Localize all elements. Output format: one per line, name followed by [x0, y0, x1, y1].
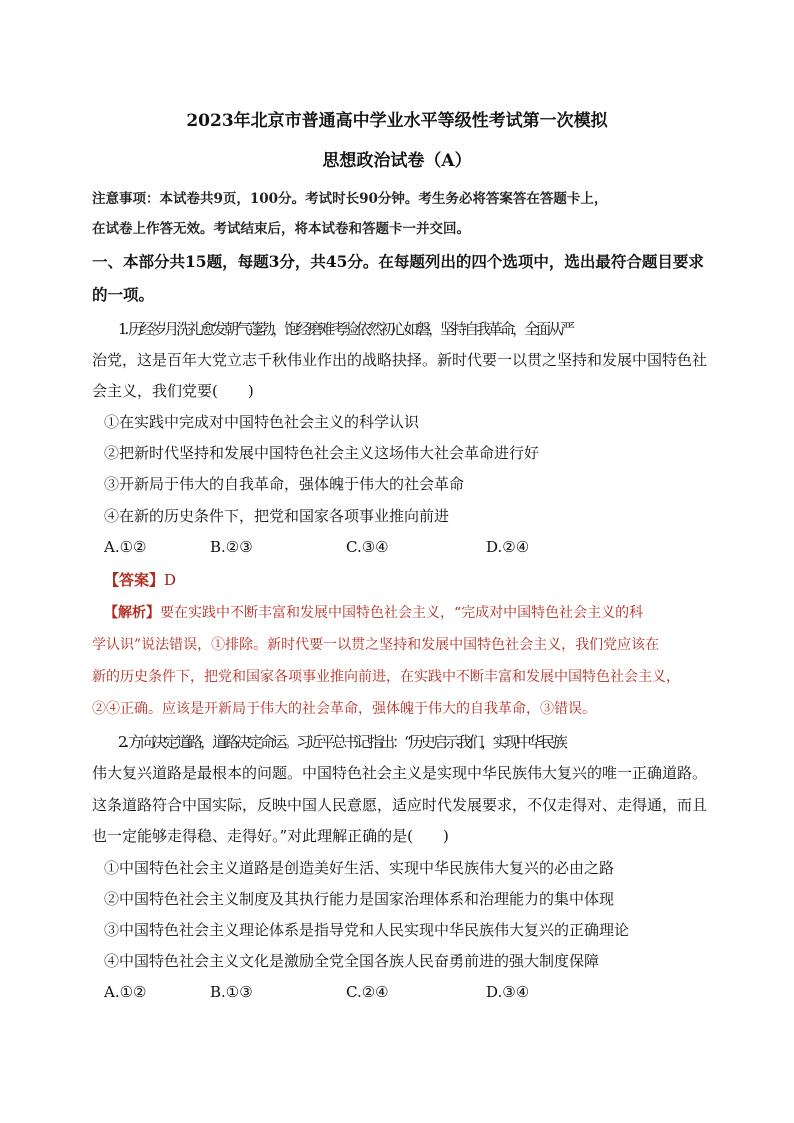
q2-choice-d: D.③④ [486, 983, 530, 1001]
q1-answer [104, 569, 724, 590]
q2-stem-line-3: 这条道路符合中国实际，反映中国人民意愿，适应时代发展要求，不仅走得对、走得通，而且 [92, 796, 708, 814]
exam-title: 2023年北京市普通高中学业水平等级性考试第一次模拟 [186, 111, 608, 131]
section-heading-line-2: 的一项。 [92, 285, 155, 304]
q2-item-2: ②中国特色社会主义制度及其执行能力是国家治理体系和治理能力的集中体现 [104, 890, 615, 908]
notice-line-1: 注意事项：本试卷共9页，100分。考试时长90分钟。考生务必将答案答在答题卡上， [92, 191, 608, 207]
q1-stem-line-1: 1. 历经岁月洗礼愈发朝气蓬勃，饱经磨难考验依然初心如磐，坚持自我革命，全面从严 [118, 320, 573, 338]
q1-stem-line-3: 会主义，我们党要( ) [92, 382, 254, 400]
analysis-text: 要在实践中不断丰富和发展中国特色社会主义，“完成对中国特色社会主义的科 [160, 605, 644, 621]
q2-choice-b: B.①③ [210, 983, 253, 1001]
q2-choice-c: C.②④ [346, 983, 389, 1001]
notice-line-2: 在试卷上作答无效。考试结束后，将本试卷和答题卡一并交回。 [92, 221, 470, 237]
q1-stem-line-2: 治党，这是百年大党立志千秋伟业作出的战略抉择。新时代要一以贯之坚持和发展中国特色社 [92, 351, 708, 369]
q2-choice-a: A.①② [104, 983, 147, 1001]
exam-subtitle: 思想政治试卷（A） [322, 151, 472, 171]
q1-analysis-line-2: 学认识”说法错误，①排除。新时代要一以贯之坚持和发展中国特色社会主义，我们党应该在 [92, 637, 660, 653]
q2-item-4: ④中国特色社会主义文化是激励全党全国各族人民奋勇前进的强大制度保障 [104, 952, 600, 970]
q2-item-1: ①中国特色社会主义道路是创造美好生活、实现中华民族伟大复兴的必由之路 [104, 859, 615, 877]
q2-stem-line-2: 伟大复兴道路是最根本的问题。中国特色社会主义是实现中华民族伟大复兴的唯一正确道路。 [92, 764, 708, 782]
q1-choice-c: C.③④ [346, 538, 389, 556]
q2-item-3: ③中国特色社会主义理论体系是指导党和人民实现中华民族伟大复兴的正确理论 [104, 921, 630, 939]
q1-item-1: ①在实践中完成对中国特色社会主义的科学认识 [104, 413, 420, 431]
answer-value: D [164, 571, 177, 589]
q1-analysis-line-3: 新的历史条件下，把党和国家各项事业推向前进，在实践中不断丰富和发展中国特色社会主义， [92, 669, 680, 685]
section-heading-line-1: 一、本部分共15题，每题3分，共45分。在每题列出的四个选项中，选出最符合题目要求 [92, 252, 704, 271]
q1-item-4: ④在新的历史条件下，把党和国家各项事业推向前进 [104, 507, 450, 525]
q2-stem-line-4: 也一定能够走得稳、走得好。”对此理解正确的是( ) [92, 827, 449, 845]
q2-stem-line-1: 2. 方向决定道路，道路决定命运。习近平总书记指出：“历史启示我们，实现中华民族 [118, 733, 565, 751]
analysis-tag: 【解析】 [104, 605, 160, 621]
q1-item-2: ②把新时代坚持和发展中国特色社会主义这场伟大社会革命进行好 [104, 444, 540, 462]
q1-item-3: ③开新局于伟大的自我革命，强体魄于伟大的社会革命 [104, 475, 465, 493]
q1-choice-d: D.②④ [486, 538, 530, 556]
q1-choice-b: B.②③ [210, 538, 253, 556]
q1-choice-a: A.①② [104, 538, 147, 556]
answer-tag: 【答案】 [104, 571, 165, 589]
q1-analysis-line-4: ②④正确。应该是开新局于伟大的社会革命，强体魄于伟大的自我革命，③错误。 [92, 701, 596, 717]
q1-analysis-line-1 [104, 602, 724, 622]
